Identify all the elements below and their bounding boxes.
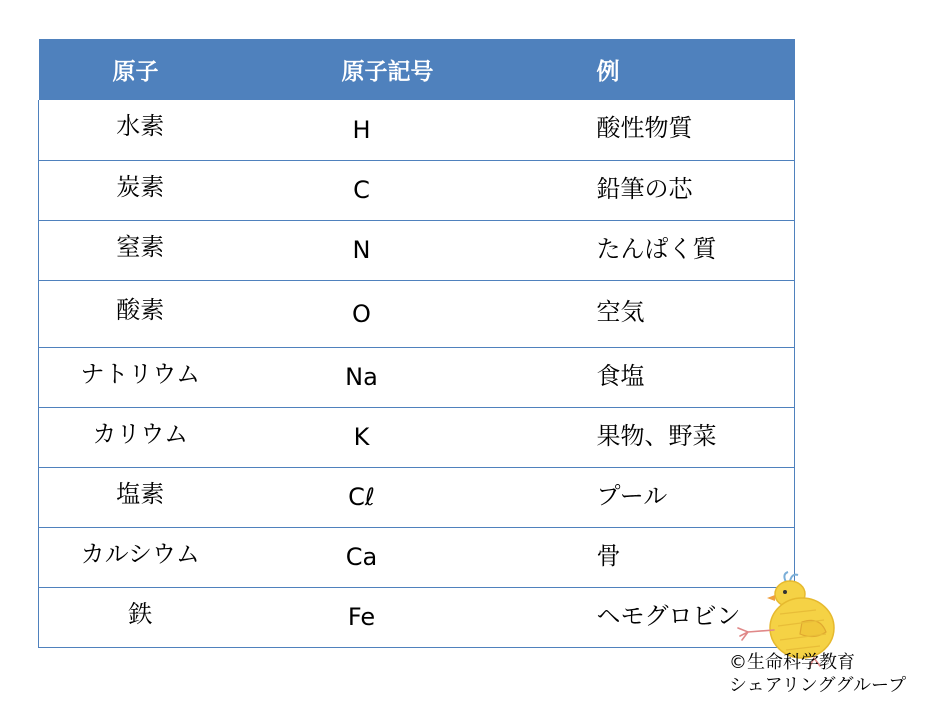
- atom-example: プール: [596, 481, 668, 510]
- atom-cell: [39, 527, 242, 587]
- atom-example: ヘモグロビン: [596, 601, 741, 630]
- example-cell: [556, 467, 795, 527]
- example-cell: [556, 160, 795, 220]
- atom-cell: [39, 280, 242, 347]
- table-row: [39, 347, 795, 407]
- atom-symbol: H: [352, 115, 371, 144]
- example-cell: [556, 100, 795, 160]
- symbol-cell: [242, 220, 556, 280]
- atom-symbol: Cℓ: [348, 483, 375, 511]
- example-cell: [556, 347, 795, 407]
- atom-example: たんぱく質: [596, 234, 717, 263]
- header-atom: 原子: [112, 59, 159, 85]
- header-symbol: 原子記号: [341, 59, 434, 85]
- atom-symbol: O: [352, 299, 371, 328]
- table-row: [39, 467, 795, 527]
- atom-example: 空気: [596, 298, 645, 326]
- symbol-cell: [242, 587, 556, 647]
- atom-cell: [39, 347, 242, 407]
- atom-symbol: N: [352, 236, 371, 264]
- table-body: [39, 100, 795, 647]
- example-cell: [556, 407, 795, 467]
- atom-cell: [39, 100, 242, 160]
- example-cell: [556, 280, 795, 347]
- atom-cell: [39, 467, 242, 527]
- atom-name: カリウム: [92, 419, 189, 448]
- table-row: [39, 280, 795, 347]
- symbol-cell: [242, 527, 556, 587]
- atom-example: 骨: [596, 541, 621, 570]
- atom-name: 窒素: [116, 232, 165, 261]
- atom-cell: [39, 407, 242, 467]
- header-example: 例: [596, 59, 620, 85]
- atom-symbol: K: [353, 423, 370, 451]
- header-row: [39, 39, 795, 100]
- atom-example: 果物、野菜: [596, 421, 717, 450]
- atom-example: 食塩: [596, 361, 645, 390]
- atom-name: 炭素: [116, 172, 165, 201]
- table-row: [39, 527, 795, 587]
- symbol-cell: [242, 160, 556, 220]
- atom-example: 酸性物質: [596, 114, 693, 143]
- atom-name: 酸素: [116, 296, 165, 324]
- table-row: [39, 587, 795, 647]
- table-row: [39, 100, 795, 160]
- atom-symbol: Ca: [345, 543, 378, 571]
- table-row: [39, 220, 795, 280]
- atom-name: 塩素: [116, 479, 165, 508]
- atom-name: ナトリウム: [80, 359, 201, 388]
- elements-table: [38, 39, 795, 648]
- atom-name: カルシウム: [80, 539, 200, 568]
- atom-symbol: C: [353, 176, 370, 204]
- symbol-cell: [242, 467, 556, 527]
- symbol-cell: [242, 407, 556, 467]
- atom-symbol: Fe: [347, 603, 376, 631]
- symbol-cell: [242, 100, 556, 160]
- credit-line-group: シェアリンググループ: [729, 675, 907, 696]
- atom-symbol: Na: [345, 363, 378, 391]
- symbol-cell: [242, 347, 556, 407]
- credit: [729, 651, 906, 697]
- table-row: [39, 407, 795, 467]
- atom-cell: [39, 587, 242, 647]
- example-cell: [556, 220, 795, 280]
- atom-cell: [39, 220, 242, 280]
- symbol-cell: [242, 280, 556, 347]
- atom-example: 鉛筆の芯: [596, 174, 693, 203]
- credit-line-copyright: ©生命科学教育: [729, 652, 855, 673]
- table-header: [39, 39, 795, 100]
- atom-name: 鉄: [128, 599, 153, 628]
- table-row: [39, 160, 795, 220]
- atom-cell: [39, 160, 242, 220]
- atom-name: 水素: [116, 112, 165, 141]
